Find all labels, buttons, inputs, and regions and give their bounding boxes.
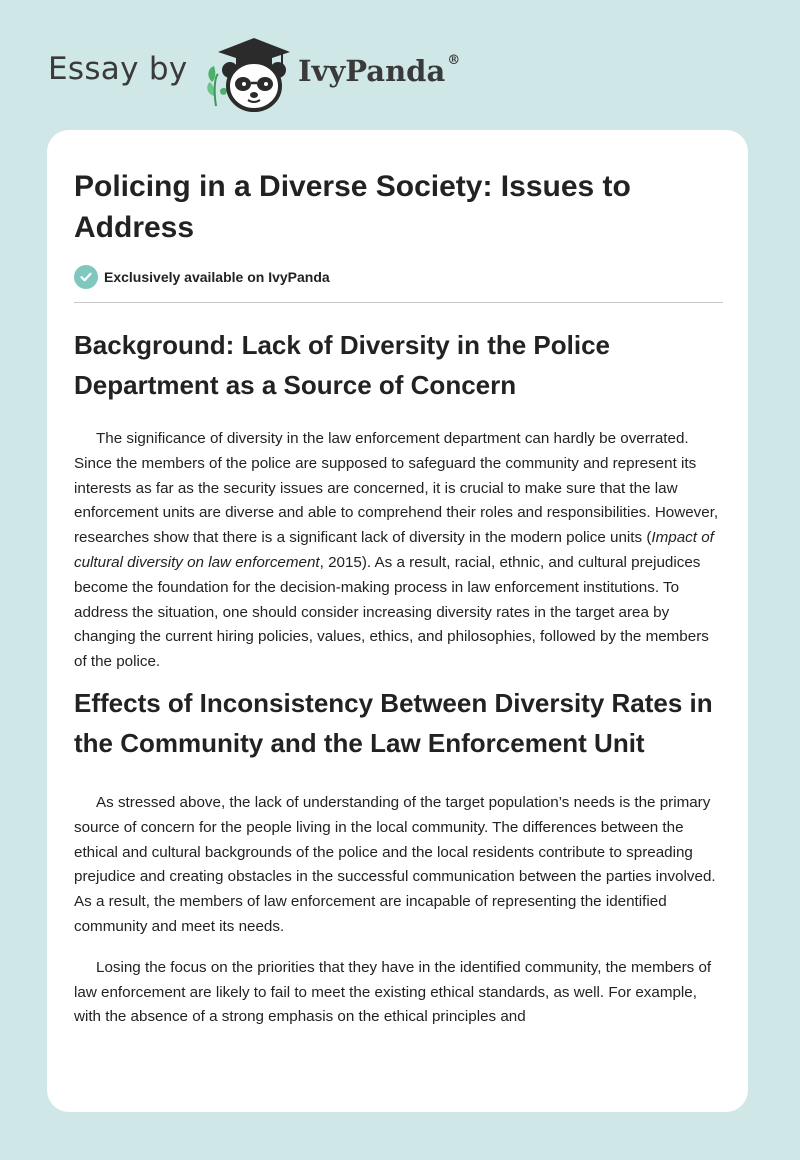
divider [74, 302, 723, 303]
brand-name[interactable]: IvyPanda ® [298, 53, 461, 88]
paragraph: Losing the focus on the priorities that they have in the identified community, the members of law enforcement are likely to fail to meet the existing ethical standards, as well. For example, with the absence of a strong emphasis on the ethical principles and [74, 958, 712, 1026]
section-heading: Effects of Inconsistency Between Diversity Rates in the Community and the Law Enforcement Unit [74, 687, 713, 758]
paragraph: As stressed above, the lack of understanding of the target population’s needs is the primary source of concern for the people living in the local community. The differences between the ethical and cultural backgrounds of the police and the local residents contribute to spreading prejudice and creating obstacles in the successful communication between the parties involved. As a result, the members of law enforcement are incapable of representing the identified community and meet its needs. [74, 793, 716, 935]
check-icon [74, 265, 98, 289]
site-header [48, 34, 748, 114]
article-card [47, 130, 748, 1112]
exclusive-label: Exclusively available on IvyPanda [104, 269, 330, 285]
exclusive-badge [74, 264, 723, 290]
section-heading: Background: Lack of Diversity in the Police Department as a Source of Concern [74, 330, 611, 400]
citation-title: Impact of cultural diversity on law enforcement [74, 529, 714, 571]
page-title: Policing in a Diverse Society: Issues to Address [74, 170, 631, 244]
paragraph: The significance of diversity in the law enforcement department can hardly be overrated. Since the members of the police are supposed to safeguard the community and represent its interests as far as the security issues are concerned, it is crucial to make sure that the law enforcement units are diverse and able to comprehend their roles and responsibilities. However, researches show that there is a significant lack of diversity in the modern police units (Impact of cultural diversity on law enforcement, 2015). As a result, racial, ethnic, and cultural prejudices become the foundation for the decision-making process in law enforcement institutions. To address the situation, one should consider increasing diversity rates in the target area by changing the current hiring policies, values, ethics, and philosophies, followed by the members of the police. [74, 430, 719, 671]
registered-mark: ® [447, 53, 461, 69]
essay-by-label: Essay by [48, 51, 188, 87]
article-body [74, 166, 723, 1030]
panda-logo-icon[interactable] [202, 34, 292, 114]
